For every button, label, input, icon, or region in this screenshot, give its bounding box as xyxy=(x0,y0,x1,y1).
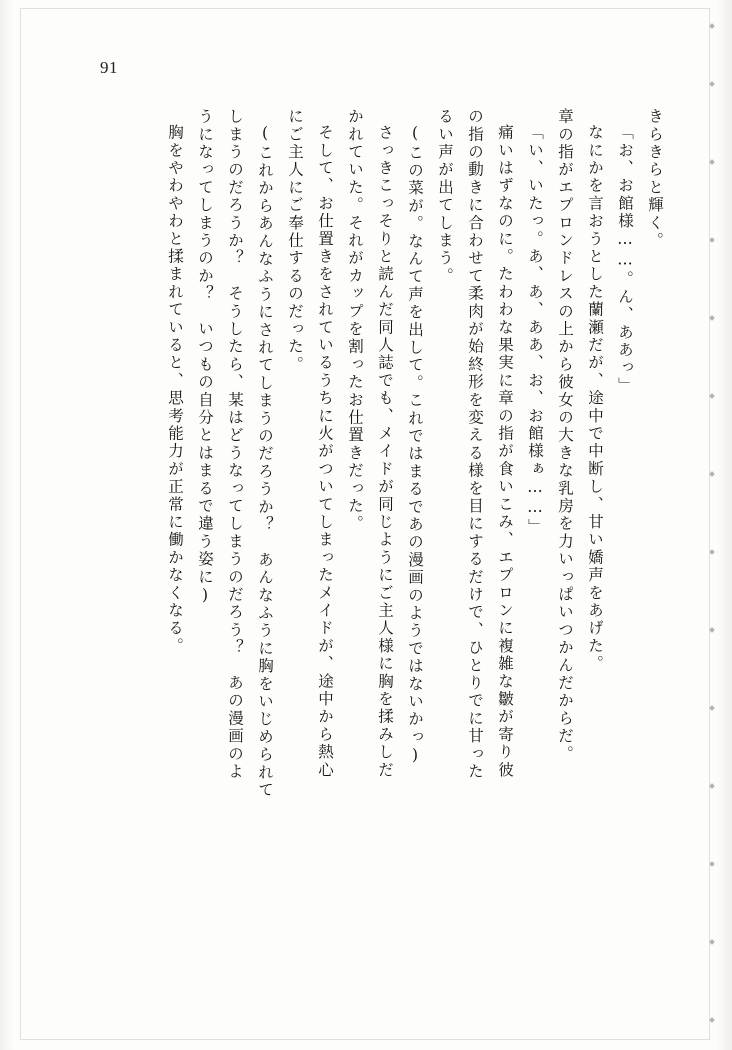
text-column: きらきらと輝く。 xyxy=(646,108,664,250)
page-number: 91 xyxy=(100,58,118,77)
text-column: (この菜が。なんて声を出して。これではまるであの漫画のようではないかっ) xyxy=(406,124,424,767)
text-column: そして、お仕置きをされているうちに火がついてしまったメイドが、途中から熱心 xyxy=(316,124,334,779)
text-column: 胸をやわやわと揉まれていると、思考能力が正常に働かなくなる。 xyxy=(166,124,184,655)
scan-edge-right xyxy=(716,0,732,1050)
text-column: さっきこっそりと読んだ同人誌でも、メイドが同じようにご主人様に胸を揉みしだ xyxy=(376,124,394,779)
body-text xyxy=(60,108,662,908)
text-column: 痛いはずなのに。たわわな果実に章の指が食いこみ、エプロンに複雑な皺が寄り彼 xyxy=(496,124,514,779)
text-column: にご主人にご奉仕するのだった。 xyxy=(286,108,304,374)
text-column: うになってしまうのか？ いつもの自分とはまるで違う姿に) xyxy=(196,108,214,607)
text-column: かれていた。それがカップを割ったお仕置きだった。 xyxy=(346,108,364,533)
text-column: るい声が出てしまう。 xyxy=(436,108,454,285)
text-column: の指の動きに合わせて柔肉が始終形を変える様を目にするだけで、ひとりでに甘った xyxy=(466,108,484,781)
scan-edge-left xyxy=(0,0,14,1050)
text-column: (これからあんなふうにされてしまうのだろうか？ あんなふうに胸をいじめられて xyxy=(256,124,274,800)
text-column: 「お、お館様……。ん、ああっ」 xyxy=(616,124,634,395)
text-column: 章の指がエプロンドレスの上から彼女の大きな乳房を力いっぱいつかんだからだ。 xyxy=(556,108,574,763)
margin-dot-marks xyxy=(704,10,714,1040)
text-column: なにかを言おうとした蘭瀬だが、途中で中断し、甘い嬌声をあげた。 xyxy=(586,124,604,673)
text-column: 「い、いたっ。あ、あ、ああ、お、お館様ぁ……」 xyxy=(526,124,544,537)
text-column: しまうのだろうか？ そうしたら、某はどうなってしまうのだろう？ あの漫画のよ xyxy=(226,108,244,781)
